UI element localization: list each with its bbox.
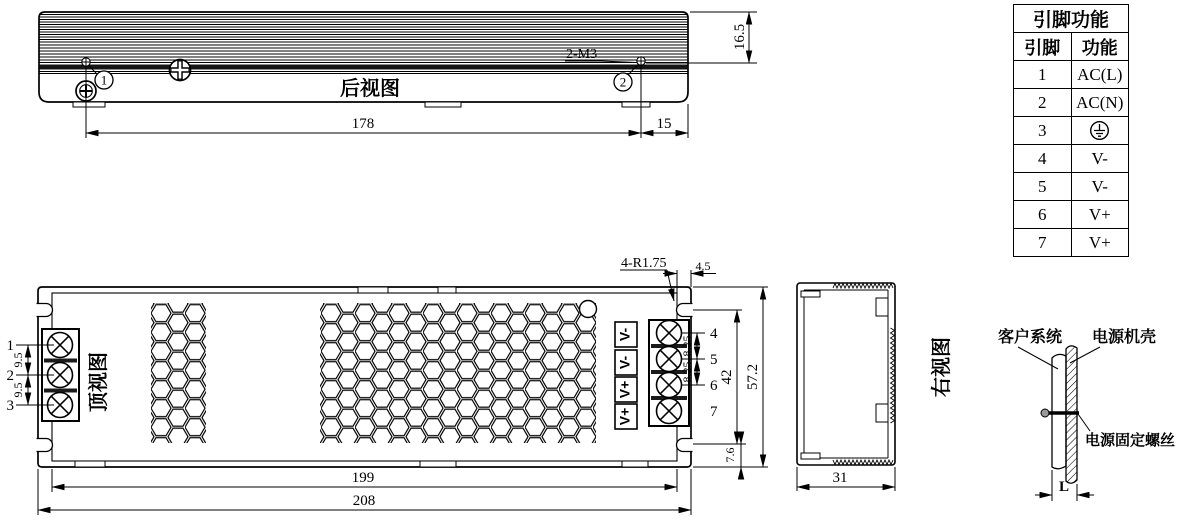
pin-row-7 (1014, 229, 1129, 257)
pin-function: AC(N) (1071, 89, 1129, 117)
pin-function-table (1013, 4, 1129, 257)
pin-function: V+ (1071, 201, 1129, 229)
rear-view (39, 12, 757, 138)
pin-function: V- (1071, 145, 1129, 173)
vent-hex-center (320, 303, 596, 443)
dim-8-25-b: 8.25 (680, 361, 694, 383)
dim-199: 199 (351, 470, 375, 486)
pin-number: 7 (1014, 229, 1072, 257)
pin-row-6 (1014, 201, 1129, 229)
pin-number: 5 (1014, 173, 1072, 201)
dim-L: L (1058, 479, 1070, 495)
screw-1-icon (82, 58, 90, 66)
dim-15: 15 (656, 116, 672, 132)
fixing-screw-label: 电源固定螺丝 (1085, 432, 1176, 449)
screw-spec-text: 2-M3 (566, 47, 598, 62)
pin-label-1: 1 (6, 338, 14, 354)
pin-function: V+ (1071, 229, 1129, 257)
mounting-detail (998, 327, 1175, 501)
polarity-strip (615, 322, 637, 429)
dim-9-5-b: 9.5 (11, 382, 25, 398)
pin-column-header: 引脚 (1014, 33, 1072, 61)
polarity-label-1: V- (616, 327, 633, 342)
side-view-title: 右视图 (931, 337, 953, 397)
top-view (7, 256, 769, 515)
pin-row-5 (1014, 173, 1129, 201)
rear-foot-mid (425, 102, 461, 107)
dim-8-25-a: 8.25 (680, 335, 694, 357)
dim-7-6: 7.6 (723, 447, 737, 463)
polarity-label-4: V+ (616, 407, 633, 426)
polarity-label-3: V+ (616, 380, 633, 399)
pin-label-4: 4 (710, 326, 718, 342)
rear-view-title: 后视图 (340, 78, 400, 100)
screw-2-icon (637, 57, 645, 65)
polarity-label-2: V- (616, 355, 633, 370)
function-column-header: 功能 (1071, 33, 1129, 61)
rear-foot-left (73, 102, 105, 107)
pin-number: 6 (1014, 201, 1072, 229)
rear-dark-band (40, 65, 688, 70)
protective-earth-icon (1089, 120, 1110, 141)
pin-function: AC(L) (1071, 61, 1129, 89)
pin-function (1071, 117, 1129, 145)
pin-row-1 (1014, 61, 1129, 89)
pin-row-2 (1014, 89, 1129, 117)
rear-foot-right (622, 102, 650, 107)
dim-42: 42 (719, 369, 735, 385)
pin-number: 3 (1014, 117, 1072, 145)
vent-hole (580, 301, 597, 318)
callout-2-number: 2 (619, 74, 627, 90)
pin-label-3: 3 (6, 398, 14, 414)
pin-function: V- (1071, 173, 1129, 201)
dim-178: 178 (351, 116, 375, 132)
callout-1-number: 1 (100, 72, 108, 88)
dim-57-2: 57.2 (745, 363, 761, 391)
top-view-title: 顶视图 (88, 352, 110, 412)
dim-31: 31 (832, 470, 848, 486)
dim-9-5-a: 9.5 (11, 352, 25, 368)
dim-16-5: 16.5 (732, 23, 748, 51)
radius-note-text: 4-R1.75 (621, 256, 667, 271)
power-case-label: 电源机壳 (1092, 329, 1157, 346)
pin-label-5: 5 (710, 352, 718, 368)
pin-label-7: 7 (710, 404, 718, 420)
pin-row-3 (1014, 117, 1129, 145)
vent-hex-left (151, 303, 206, 443)
dim-4-5: 4.5 (695, 259, 711, 273)
customer-system-label: 客户系统 (998, 329, 1063, 346)
pin-row-4 (1014, 145, 1129, 173)
big-phillips-screw-icon (170, 60, 191, 81)
pin-label-2: 2 (6, 368, 14, 384)
pin-table-title: 引脚功能 (1014, 5, 1129, 33)
pin-number: 1 (1014, 61, 1072, 89)
side-view (797, 283, 953, 491)
pin-label-6: 6 (710, 378, 718, 394)
pin-number: 2 (1014, 89, 1072, 117)
pin-number: 4 (1014, 145, 1072, 173)
dim-208: 208 (352, 493, 376, 509)
